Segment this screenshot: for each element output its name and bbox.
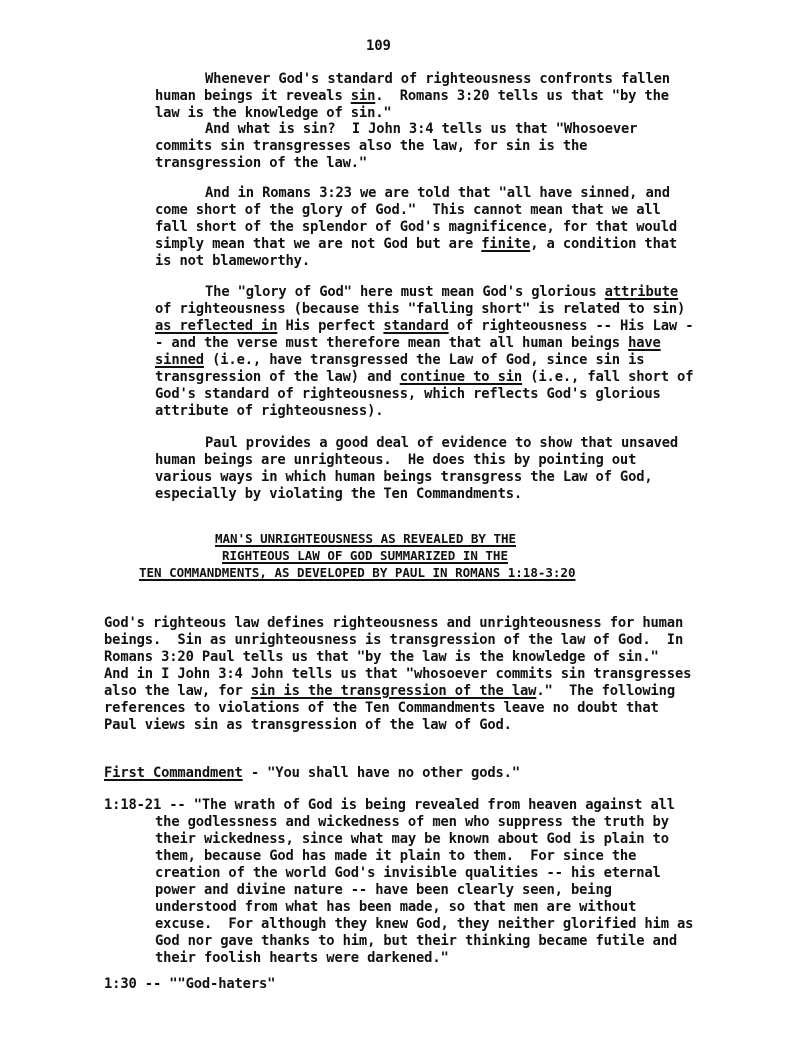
text-span: human beings it reveals xyxy=(155,88,351,104)
underlined-text: as reflected in xyxy=(155,318,278,334)
text-line: understood from what has been made, so that men are without xyxy=(155,899,637,915)
text-line: power and divine nature -- have been clearly seen, being xyxy=(155,882,612,898)
text-line xyxy=(155,335,661,351)
text-span: His perfect xyxy=(277,318,384,334)
text-span: of righteousness -- His Law - xyxy=(448,318,694,334)
text-line: And in I John 3:4 John tells us that "whosoever commits sin transgresses xyxy=(104,666,692,682)
verse-1-30: 1:30 -- ""God-haters" xyxy=(104,976,276,992)
text-span: transgression of the law) and xyxy=(155,369,400,385)
text-line: the godlessness and wickedness of men who suppress the truth by xyxy=(155,814,669,830)
page-number: 109 xyxy=(366,38,391,54)
text-span: . Romans 3:20 tells us that "by the xyxy=(375,88,669,104)
text-line: come short of the glory of God." This cannot mean that we all xyxy=(155,202,661,218)
text-line: them, because God has made it plain to them. For since the xyxy=(155,848,637,864)
text-line: especially by violating the Ten Commandments. xyxy=(155,486,523,502)
underlined-text: sinned xyxy=(155,352,204,368)
text-line: law is the knowledge of sin." xyxy=(155,105,392,121)
text-line xyxy=(155,369,693,385)
text-line: fall short of the splendor of God's magnificence, for that would xyxy=(155,219,678,235)
text-span: - and the verse must therefore mean that all human beings xyxy=(155,335,629,351)
first-commandment xyxy=(104,765,520,781)
text-line: Romans 3:20 Paul tells us that "by the law is the knowledge of sin." xyxy=(104,649,659,665)
text-line: And what is sin? I John 3:4 tells us that "Whosoever xyxy=(205,121,638,137)
text-line: God's standard of righteousness, which reflects God's glorious xyxy=(155,386,661,402)
text-line: human beings are unrighteous. He does this by pointing out xyxy=(155,452,637,468)
text-span: , a condition that xyxy=(530,236,678,252)
text-span: also the law, for xyxy=(104,683,251,699)
text-line: transgression of the law." xyxy=(155,155,368,171)
underlined-text: attribute xyxy=(604,284,679,300)
commandment-text: - "You shall have no other gods." xyxy=(242,765,520,781)
text-line: creation of the world God's invisible qualities -- his eternal xyxy=(155,865,661,881)
underlined-text: have xyxy=(628,335,661,351)
text-line: God nor gave thanks to him, but their thinking became futile and xyxy=(155,933,678,949)
heading-line: RIGHTEOUS LAW OF GOD SUMMARIZED IN THE xyxy=(222,548,508,563)
text-line: is not blameworthy. xyxy=(155,253,310,269)
text-line: God's righteous law defines righteousness and unrighteousness for human xyxy=(104,615,684,631)
text-line xyxy=(155,352,644,368)
underlined-text: sin xyxy=(350,88,376,104)
text-line xyxy=(155,88,669,104)
text-span: ." The following xyxy=(536,683,675,699)
text-line: Paul provides a good deal of evidence to show that unsaved xyxy=(205,435,679,451)
text-line: references to violations of the Ten Commandments leave no doubt that xyxy=(104,700,659,716)
text-line: their wickedness, since what may be known about God is plain to xyxy=(155,831,669,847)
text-line: Paul views sin as transgression of the law of God. xyxy=(104,717,512,733)
text-line xyxy=(205,284,678,300)
text-line: beings. Sin as unrighteousness is transgression of the law of God. In xyxy=(104,632,684,648)
text-line xyxy=(104,683,675,699)
text-span: The "glory of God" here must mean God's glorious xyxy=(205,284,605,300)
text-line: their foolish hearts were darkened." xyxy=(155,950,449,966)
text-line xyxy=(155,236,677,252)
heading-line: TEN COMMANDMENTS, AS DEVELOPED BY PAUL IN ROMANS 1:18-3:20 xyxy=(139,565,576,580)
text-line xyxy=(155,318,693,334)
text-span: simply mean that we are not God but are xyxy=(155,236,482,252)
text-span: (i.e., have transgressed the Law of God, since sin is xyxy=(203,352,645,368)
text-line: commits sin transgresses also the law, for sin is the xyxy=(155,138,588,154)
underlined-text: continue to sin xyxy=(399,369,523,385)
text-line: attribute of righteousness). xyxy=(155,403,384,419)
underlined-text: standard xyxy=(383,318,449,334)
text-line: excuse. For although they knew God, they neither glorified him as xyxy=(155,916,694,932)
heading-line: MAN'S UNRIGHTEOUSNESS AS REVEALED BY THE xyxy=(215,531,517,546)
text-span: (i.e., fall short of xyxy=(522,369,694,385)
text-line: 1:18-21 -- "The wrath of God is being revealed from heaven against all xyxy=(104,797,675,813)
underlined-text: finite xyxy=(481,236,531,252)
text-line: various ways in which human beings transgress the Law of God, xyxy=(155,469,653,485)
text-line: of righteousness (because this "falling short" is related to sin) xyxy=(155,301,686,317)
text-line: And in Romans 3:23 we are told that "all have sinned, and xyxy=(205,185,670,201)
text-line: Whenever God's standard of righteousness confronts fallen xyxy=(205,71,670,87)
commandment-label: First Commandment xyxy=(104,765,243,781)
underlined-text: sin is the transgression of the law xyxy=(250,683,537,699)
